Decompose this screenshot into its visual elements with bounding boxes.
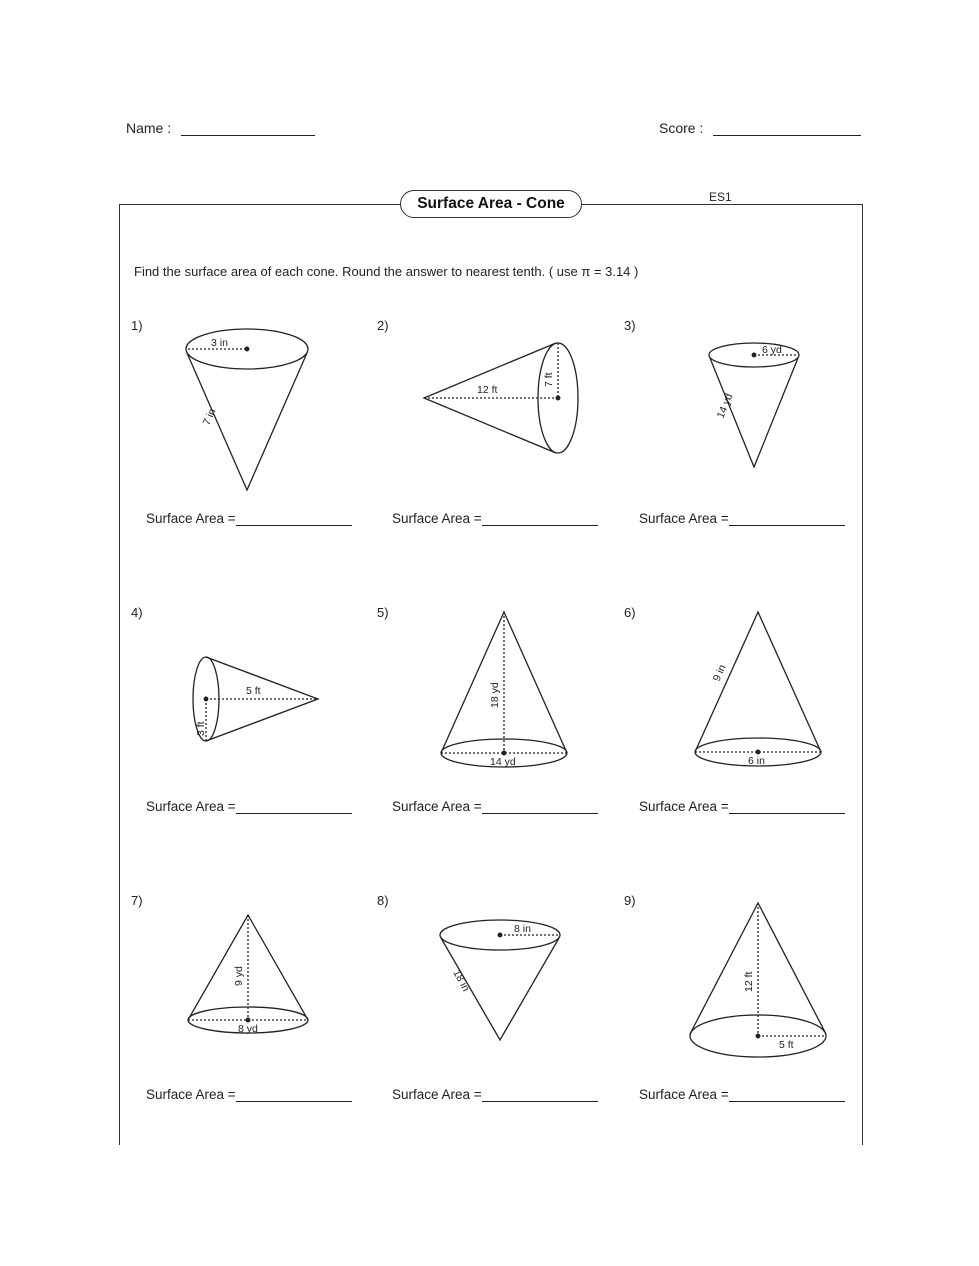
dim-label: 7 in [200,406,219,428]
answer-label: Surface Area = [392,511,482,526]
answer-label: Surface Area = [392,799,482,814]
answer-label: Surface Area = [146,799,236,814]
cone-2 [424,343,578,453]
problem-number: 1) [131,318,143,333]
problem-number: 6) [624,605,636,620]
problem-number: 4) [131,605,143,620]
center-dot [204,697,208,701]
cone-5 [441,612,567,768]
center-dot [502,751,506,755]
dim-label: 14 yd [714,391,736,421]
answer-label: Surface Area = [639,799,729,814]
dim-label: 9 in [710,662,729,684]
cone-8 [440,920,560,1040]
worksheet-title: Surface Area - Cone [400,190,582,218]
dim-label: 12 ft [743,971,755,992]
dim-label: 8 in [514,923,531,935]
center-dot [245,347,249,351]
center-dot [556,396,560,400]
dim-label: 18 in [450,967,472,994]
center-dot [752,353,756,357]
center-dot [246,1018,250,1022]
instructions: Find the surface area of each cone. Round the answer to nearest tenth. ( use π = 3.14 ) [134,264,639,279]
worksheet-code: ES1 [709,190,732,204]
problem-number: 3) [624,318,636,333]
name-label: Name : [126,120,172,136]
answer-label: Surface Area = [639,1087,729,1102]
answer-label: Surface Area = [146,1087,236,1102]
answer-label: Surface Area = [639,511,729,526]
center-dot [756,1034,760,1038]
dim-label: 3 in [211,337,228,349]
dim-label: 14 yd [490,756,516,768]
dim-label: 12 ft [477,384,498,396]
score-label: Score : [659,120,704,136]
dim-label: 7 ft [543,372,555,387]
dim-label: 6 in [748,755,765,767]
cone-3 [709,343,799,467]
dim-label: 3 ft [195,721,207,736]
cone-side [695,612,821,752]
cone-7 [188,915,308,1035]
answer-label: Surface Area = [146,511,236,526]
dim-label: 5 ft [246,685,261,697]
dim-label: 5 ft [779,1039,794,1051]
dim-label: 6 yd [762,344,782,356]
problem-number: 9) [624,893,636,908]
dim-label: 18 yd [489,682,501,708]
dim-label: 9 yd [233,966,245,986]
problem-number: 8) [377,893,389,908]
cone-1 [186,329,308,490]
center-dot [498,933,502,937]
problem-number: 5) [377,605,389,620]
answer-label: Surface Area = [392,1087,482,1102]
dim-label: 8 yd [238,1023,258,1035]
cone-6 [695,612,821,767]
cone-4 [193,657,318,741]
problem-number: 2) [377,318,389,333]
cone-9 [690,903,826,1057]
problem-number: 7) [131,893,143,908]
center-dot [756,750,760,754]
